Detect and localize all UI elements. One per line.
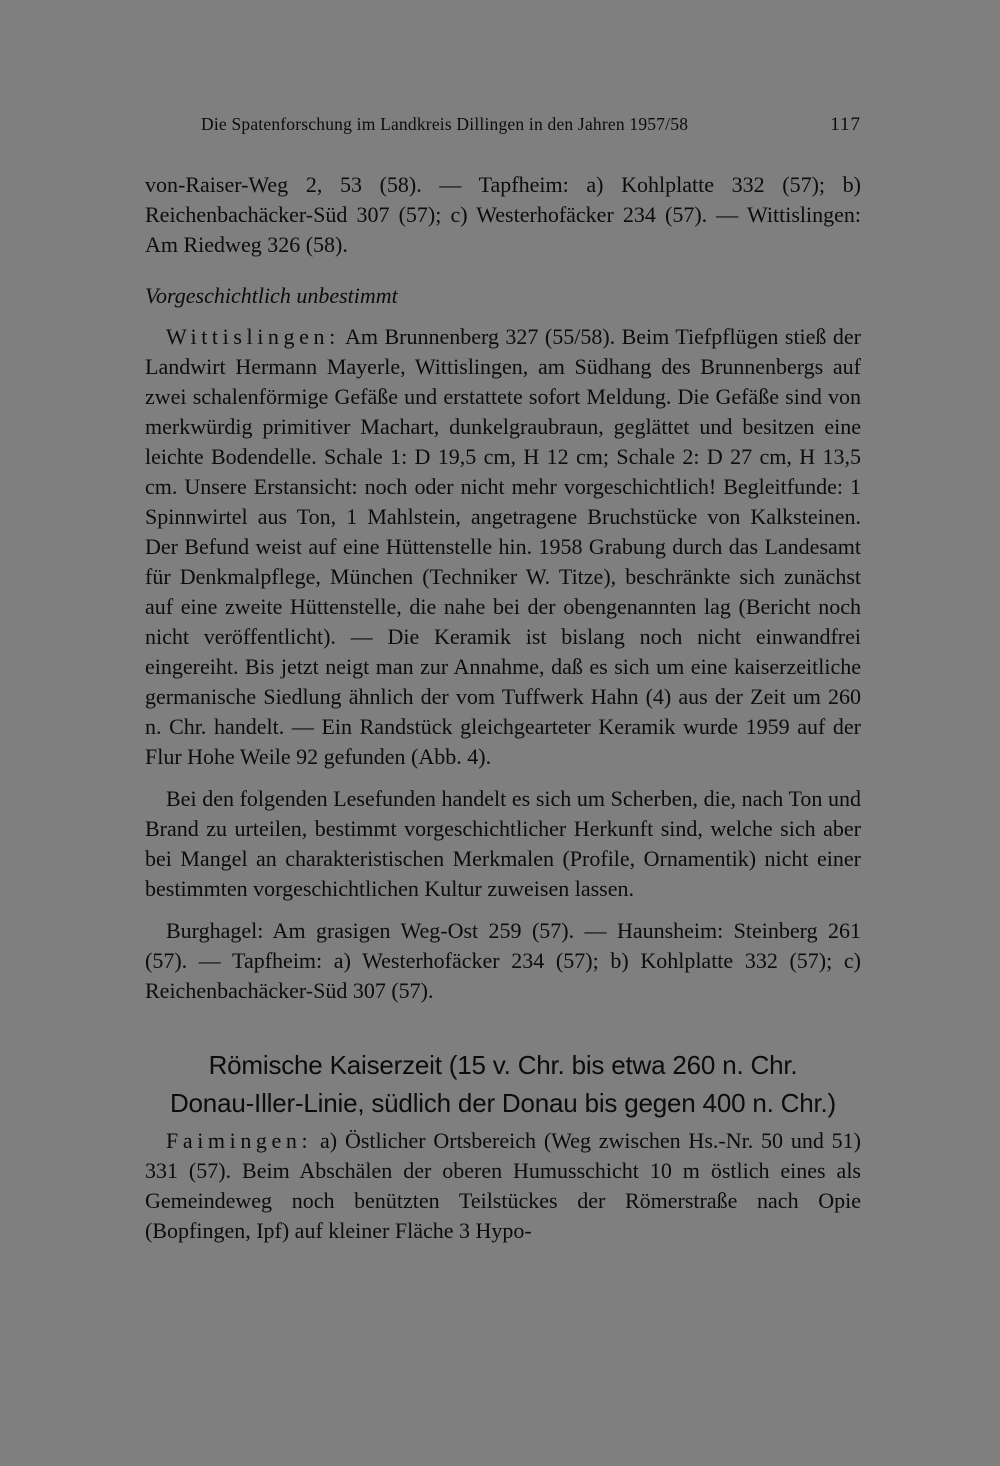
paragraph-wittislingen (145, 322, 861, 772)
place-name-faimingen: Faimingen: (166, 1128, 313, 1153)
running-title: Die Spatenforschung im Landkreis Dillingen in den Jahren 1957/58 (201, 114, 689, 134)
place-name-wittislingen: Wittislingen: (166, 324, 340, 349)
paragraph-wittislingen-text: Am Brunnenberg 327 (55/58). Beim Tiefpflügen stieß der Landwirt Hermann Mayerle, Wittislingen, am Südhang des Brunnenbergs auf zwei schalenförmige Gefäße und erstattete sofort Meldung. Die Gefäße sind von merkwürdig primitiver Machart, dunkelgraubraun, geglättet und besitzen eine leichte Bodendelle. Schale 1: D 19,5 cm, H 12 cm; Schale 2: D 27 cm, H 13,5 cm. Unsere Erstansicht: noch oder nicht mehr vorgeschichtlich! Begleitfunde: 1 Spinnwirtel aus Ton, 1 Mahlstein, angetragene Bruchstücke von Kalksteinen. Der Befund weist auf eine Hüttenstelle hin. 1958 Grabung durch das Landesamt für Denkmalpflege, München (Techniker W. Titze), beschränkte sich zunächst auf eine zweite Hüttenstelle, die nahe bei der obengenannten lag (Bericht noch nicht veröffentlicht). — Die Keramik ist bislang noch nicht einwandfrei eingereiht. Bis jetzt neigt man zur Annahme, daß es sich um eine kaiserzeitliche germanische Siedlung ähnlich der vom Tuffwerk Hahn (4) aus der Zeit um 260 n. Chr. handelt. — Ein Randstück gleichgearteter Keramik wurde 1959 auf der Flur Hohe Weile 92 gefunden (Abb. 4). (145, 324, 861, 769)
section-heading-line-2: Donau-Iller-Linie, südlich der Donau bis gegen 400 n. Chr.) (169, 1088, 837, 1118)
section-title-unbestimmt: Vorgeschichtlich unbestimmt (145, 283, 398, 308)
document-page (145, 114, 861, 1246)
page-number: 117 (830, 114, 861, 135)
paragraph-gap (145, 772, 861, 784)
section-heading-roman (145, 1046, 861, 1122)
paragraph-faimingen-text: a) Östlicher Ortsbereich (Weg zwischen Hs.-Nr. 50 und 51) 331 (57). Beim Abschälen der oberen Humusschicht 10 m östlich eines als Gemeindeweg noch benützten Teilstückes der Römerstraße nach Opie (Bopfingen, Ipf) auf kleiner Fläche 3 Hypo- (145, 1128, 861, 1243)
paragraph-fundorte: Burghagel: Am grasigen Weg-Ost 259 (57). — Haunsheim: Steinberg 261 (57). — Tapfheim: a) Westerhofäcker 234 (57); b) Kohlplatte 332 (57); c) Reichenbachäcker-Süd 307 (57). (145, 918, 861, 1003)
paragraph-faimingen (145, 1126, 861, 1246)
intro-paragraph: von-Raiser-Weg 2, 53 (58). — Tapfheim: a) Kohlplatte 332 (57); b) Reichenbachäcker-Süd 307 (57); c) Westerhofäcker 234 (57). — Wittislingen: Am Riedweg 326 (58). (145, 172, 861, 257)
section-heading-line-1: Römische Kaiserzeit (15 v. Chr. bis etwa 260 n. Chr. (208, 1050, 798, 1080)
running-header (201, 114, 861, 144)
paragraph-gap (145, 904, 861, 916)
paragraph-lesefunde: Bei den folgenden Lesefunden handelt es sich um Scherben, die, nach Ton und Brand zu urteilen, bestimmt vorgeschichtlicher Herkunft sind, welche sich aber bei Mangel an charakteristischen Merkmalen (Profile, Ornamentik) nicht einer bestimmten vorgeschichtlichen Kultur zuweisen lassen. (145, 786, 861, 901)
